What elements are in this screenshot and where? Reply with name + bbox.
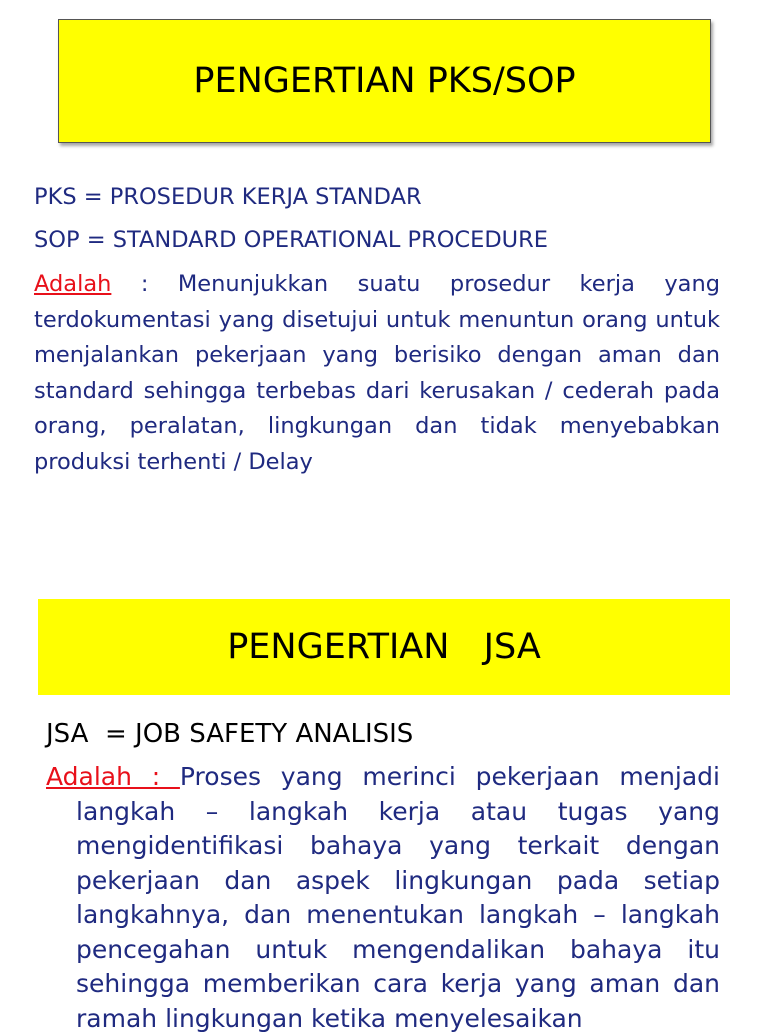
adalah-label-jsa: Adalah : xyxy=(46,762,180,791)
jsa-explanation xyxy=(46,760,720,1036)
adalah-label: Adalah xyxy=(34,271,112,297)
title-box-jsa xyxy=(38,599,730,695)
pks-sop-explanation-text: : Menunjukkan suatu prosedur kerja yang terdokumentasi yang disetujui untuk menuntun orang untuk menjalankan pekerjaan yang berisiko dengan aman dan standard sehingga terbebas dari kerusakan / cederah pada orang, peralatan, lingkungan dan tidak menyebabkan produksi terhenti / Delay xyxy=(34,271,720,475)
title-box-pks-sop xyxy=(58,19,711,143)
jsa-definition-line: JSA = JOB SAFETY ANALISIS xyxy=(46,719,414,749)
title-pks-sop: PENGERTIAN PKS/SOP xyxy=(193,61,576,101)
pks-sop-explanation xyxy=(34,267,720,480)
pks-definition-line: PKS = PROSEDUR KERJA STANDAR xyxy=(34,184,422,210)
jsa-explanation-text: Proses yang merinci pekerjaan menjadi langkah – langkah kerja atau tugas yang mengidentifikasi bahaya yang terkait dengan pekerjaan dan aspek lingkungan pada setiap langkahnya, dan menentukan langkah – langkah pencegahan untuk mengendalikan bahaya itu sehingga memberikan cara kerja yang aman dan ramah lingkungan ketika menyelesaikan xyxy=(76,762,720,1033)
sop-definition-line: SOP = STANDARD OPERATIONAL PROCEDURE xyxy=(34,227,548,253)
title-jsa: PENGERTIAN JSA xyxy=(227,627,541,667)
